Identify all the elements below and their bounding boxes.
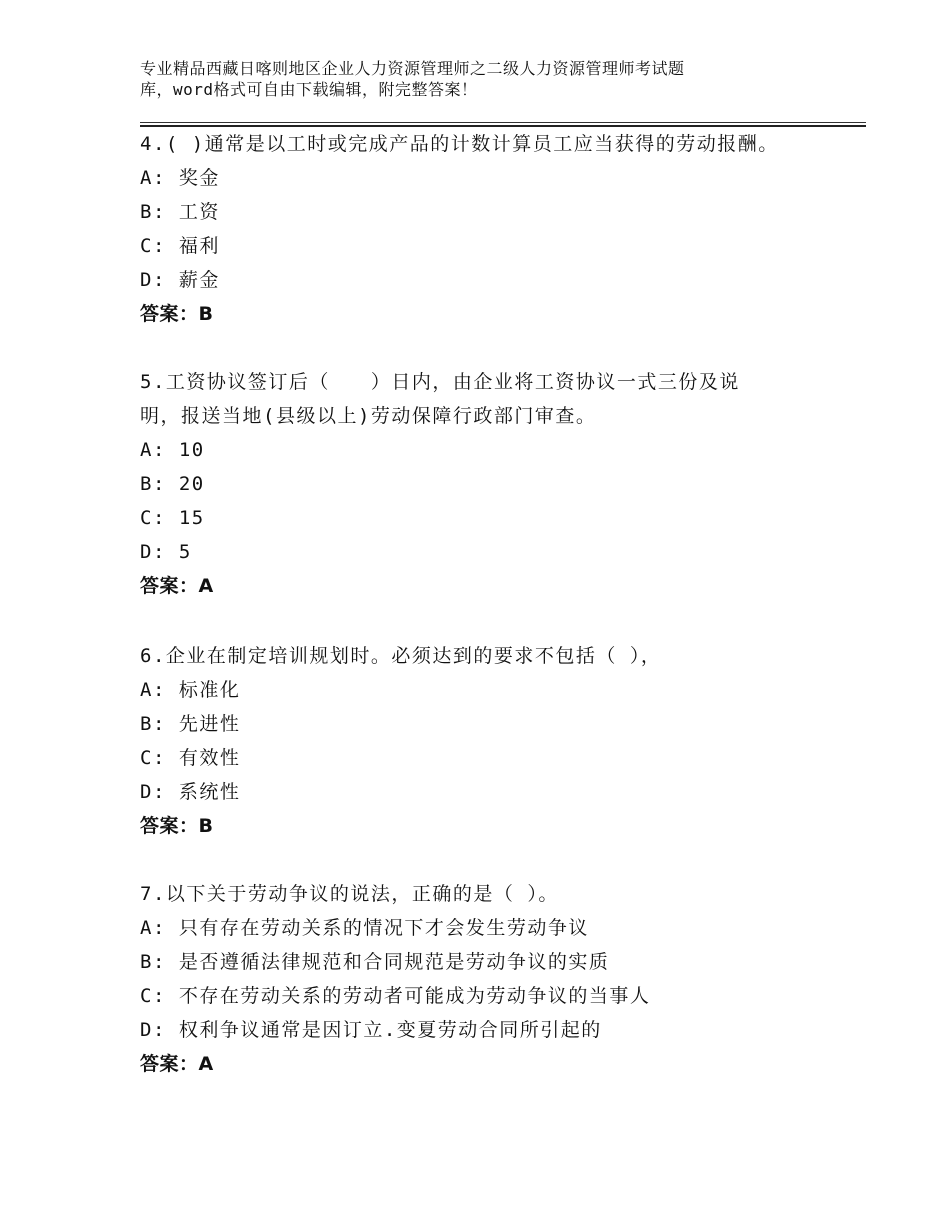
header-title-line-2: 库，word格式可自由下载编辑，附完整答案！ xyxy=(140,80,478,99)
question-6 xyxy=(140,639,840,843)
document-header xyxy=(140,58,780,100)
answer-label: 答案：A xyxy=(140,1053,214,1075)
option-c: C: 15 xyxy=(140,507,205,529)
question-stem: 6.企业在制定培训规划时。必须达到的要求不包括（ ）， xyxy=(140,645,662,667)
option-d: D: 权利争议通常是因订立.变夏劳动合同所引起的 xyxy=(140,1019,602,1041)
question-stem: 5.工资协议签订后（ ）日内，由企业将工资协议一式三份及说 xyxy=(140,371,740,393)
option-d: D: 薪金 xyxy=(140,269,220,291)
option-a: A: 奖金 xyxy=(140,167,220,189)
question-4 xyxy=(140,127,840,331)
option-a: A: 只有存在劳动关系的情况下才会发生劳动争议 xyxy=(140,917,589,939)
option-b: B: 是否遵循法律规范和合同规范是劳动争议的实质 xyxy=(140,951,610,973)
option-b: B: 20 xyxy=(140,473,205,495)
option-a: A: 标准化 xyxy=(140,679,241,701)
question-7 xyxy=(140,877,840,1081)
option-c: C: 有效性 xyxy=(140,747,241,769)
question-5 xyxy=(140,365,840,603)
option-c: C: 不存在劳动关系的劳动者可能成为劳动争议的当事人 xyxy=(140,985,651,1007)
header-divider-thin xyxy=(140,122,866,123)
answer-label: 答案：A xyxy=(140,575,214,597)
header-title-line-1: 专业精品西藏日喀则地区企业人力资源管理师之二级人力资源管理师考试题 xyxy=(140,59,685,78)
option-b: B: 先进性 xyxy=(140,713,241,735)
option-c: C: 福利 xyxy=(140,235,220,257)
option-d: D: 5 xyxy=(140,541,192,563)
option-a: A: 10 xyxy=(140,439,205,461)
answer-label: 答案：B xyxy=(140,303,214,325)
answer-label: 答案：B xyxy=(140,815,214,837)
option-d: D: 系统性 xyxy=(140,781,241,803)
question-stem: 7.以下关于劳动争议的说法，正确的是（ ）。 xyxy=(140,883,559,905)
question-stem-continued: 明，报送当地(县级以上)劳动保障行政部门审查。 xyxy=(140,405,597,427)
question-stem: 4.( )通常是以工时或完成产品的计数计算员工应当获得的劳动报酬。 xyxy=(140,133,779,155)
option-b: B: 工资 xyxy=(140,201,220,223)
